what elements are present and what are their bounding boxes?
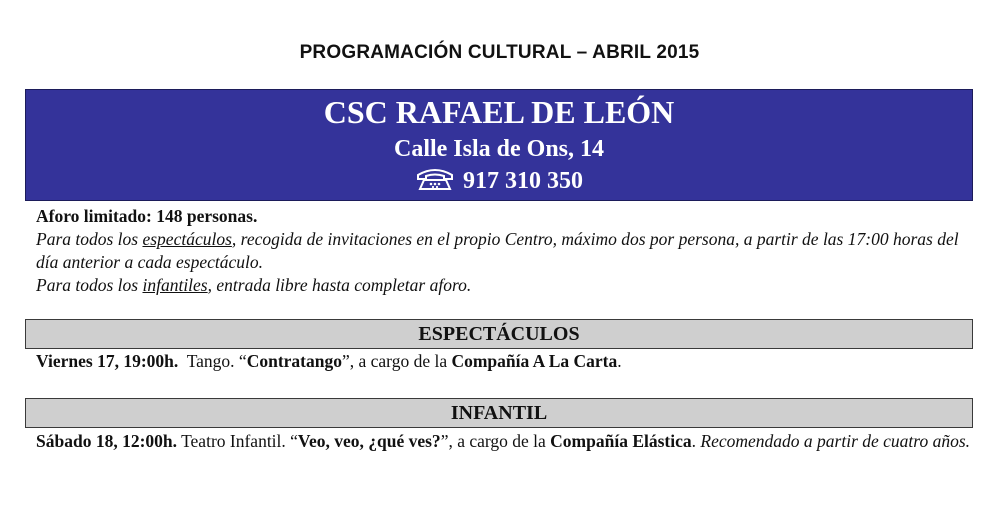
event-recommendation: Recomendado a partir de cuatro años.	[700, 431, 970, 451]
event-datetime: Sábado 18, 12:00h.	[36, 431, 178, 451]
invitation-note-suffix: , recogida de invitaciones en el propio Centro, máximo dos por persona, a partir de las 17:00 horas del día anterior a cada espectáculo.	[36, 229, 959, 272]
children-note-prefix: Para todos los	[36, 275, 143, 295]
event-genre: Tango. “	[178, 351, 247, 371]
children-note-keyword: infantiles	[142, 275, 208, 295]
event-mid: ”, a cargo de la	[440, 431, 551, 451]
venue-phone-line	[26, 165, 972, 200]
telephone-icon	[415, 167, 455, 200]
event-genre: Teatro Infantil. “	[177, 431, 298, 451]
invitation-note-prefix: Para todos los	[36, 229, 143, 249]
venue-address: Calle Isla de Ons, 14	[393, 136, 605, 162]
event-title: Contratango	[246, 351, 342, 371]
event-mid: ”, a cargo de la	[341, 351, 452, 371]
event-entry	[36, 430, 971, 453]
page-title: PROGRAMACIÓN CULTURAL – ABRIL 2015	[299, 42, 700, 63]
info-block	[36, 205, 976, 297]
children-note	[36, 274, 976, 297]
event-end: .	[691, 431, 701, 451]
section-heading-infantil: INFANTIL	[25, 398, 973, 428]
venue-phone: 917 310 350	[463, 168, 583, 194]
invitation-note	[36, 228, 976, 274]
venue-name: CSC RAFAEL DE LEÓN	[323, 94, 675, 130]
event-title: Veo, veo, ¿qué ves?	[297, 431, 441, 451]
children-note-suffix: , entrada libre hasta completar aforo.	[207, 275, 472, 295]
venue-header	[25, 89, 973, 201]
event-datetime: Viernes 17, 19:00h.	[36, 351, 179, 371]
invitation-note-keyword: espectáculos	[142, 229, 232, 249]
section-heading-espectaculos: ESPECTÁCULOS	[25, 319, 973, 349]
event-company: Compañía A La Carta	[451, 351, 618, 371]
event-entry	[36, 350, 971, 373]
event-end: .	[617, 351, 622, 371]
capacity-note: Aforo limitado: 148 personas.	[36, 206, 258, 226]
event-company: Compañía Elástica	[550, 431, 692, 451]
